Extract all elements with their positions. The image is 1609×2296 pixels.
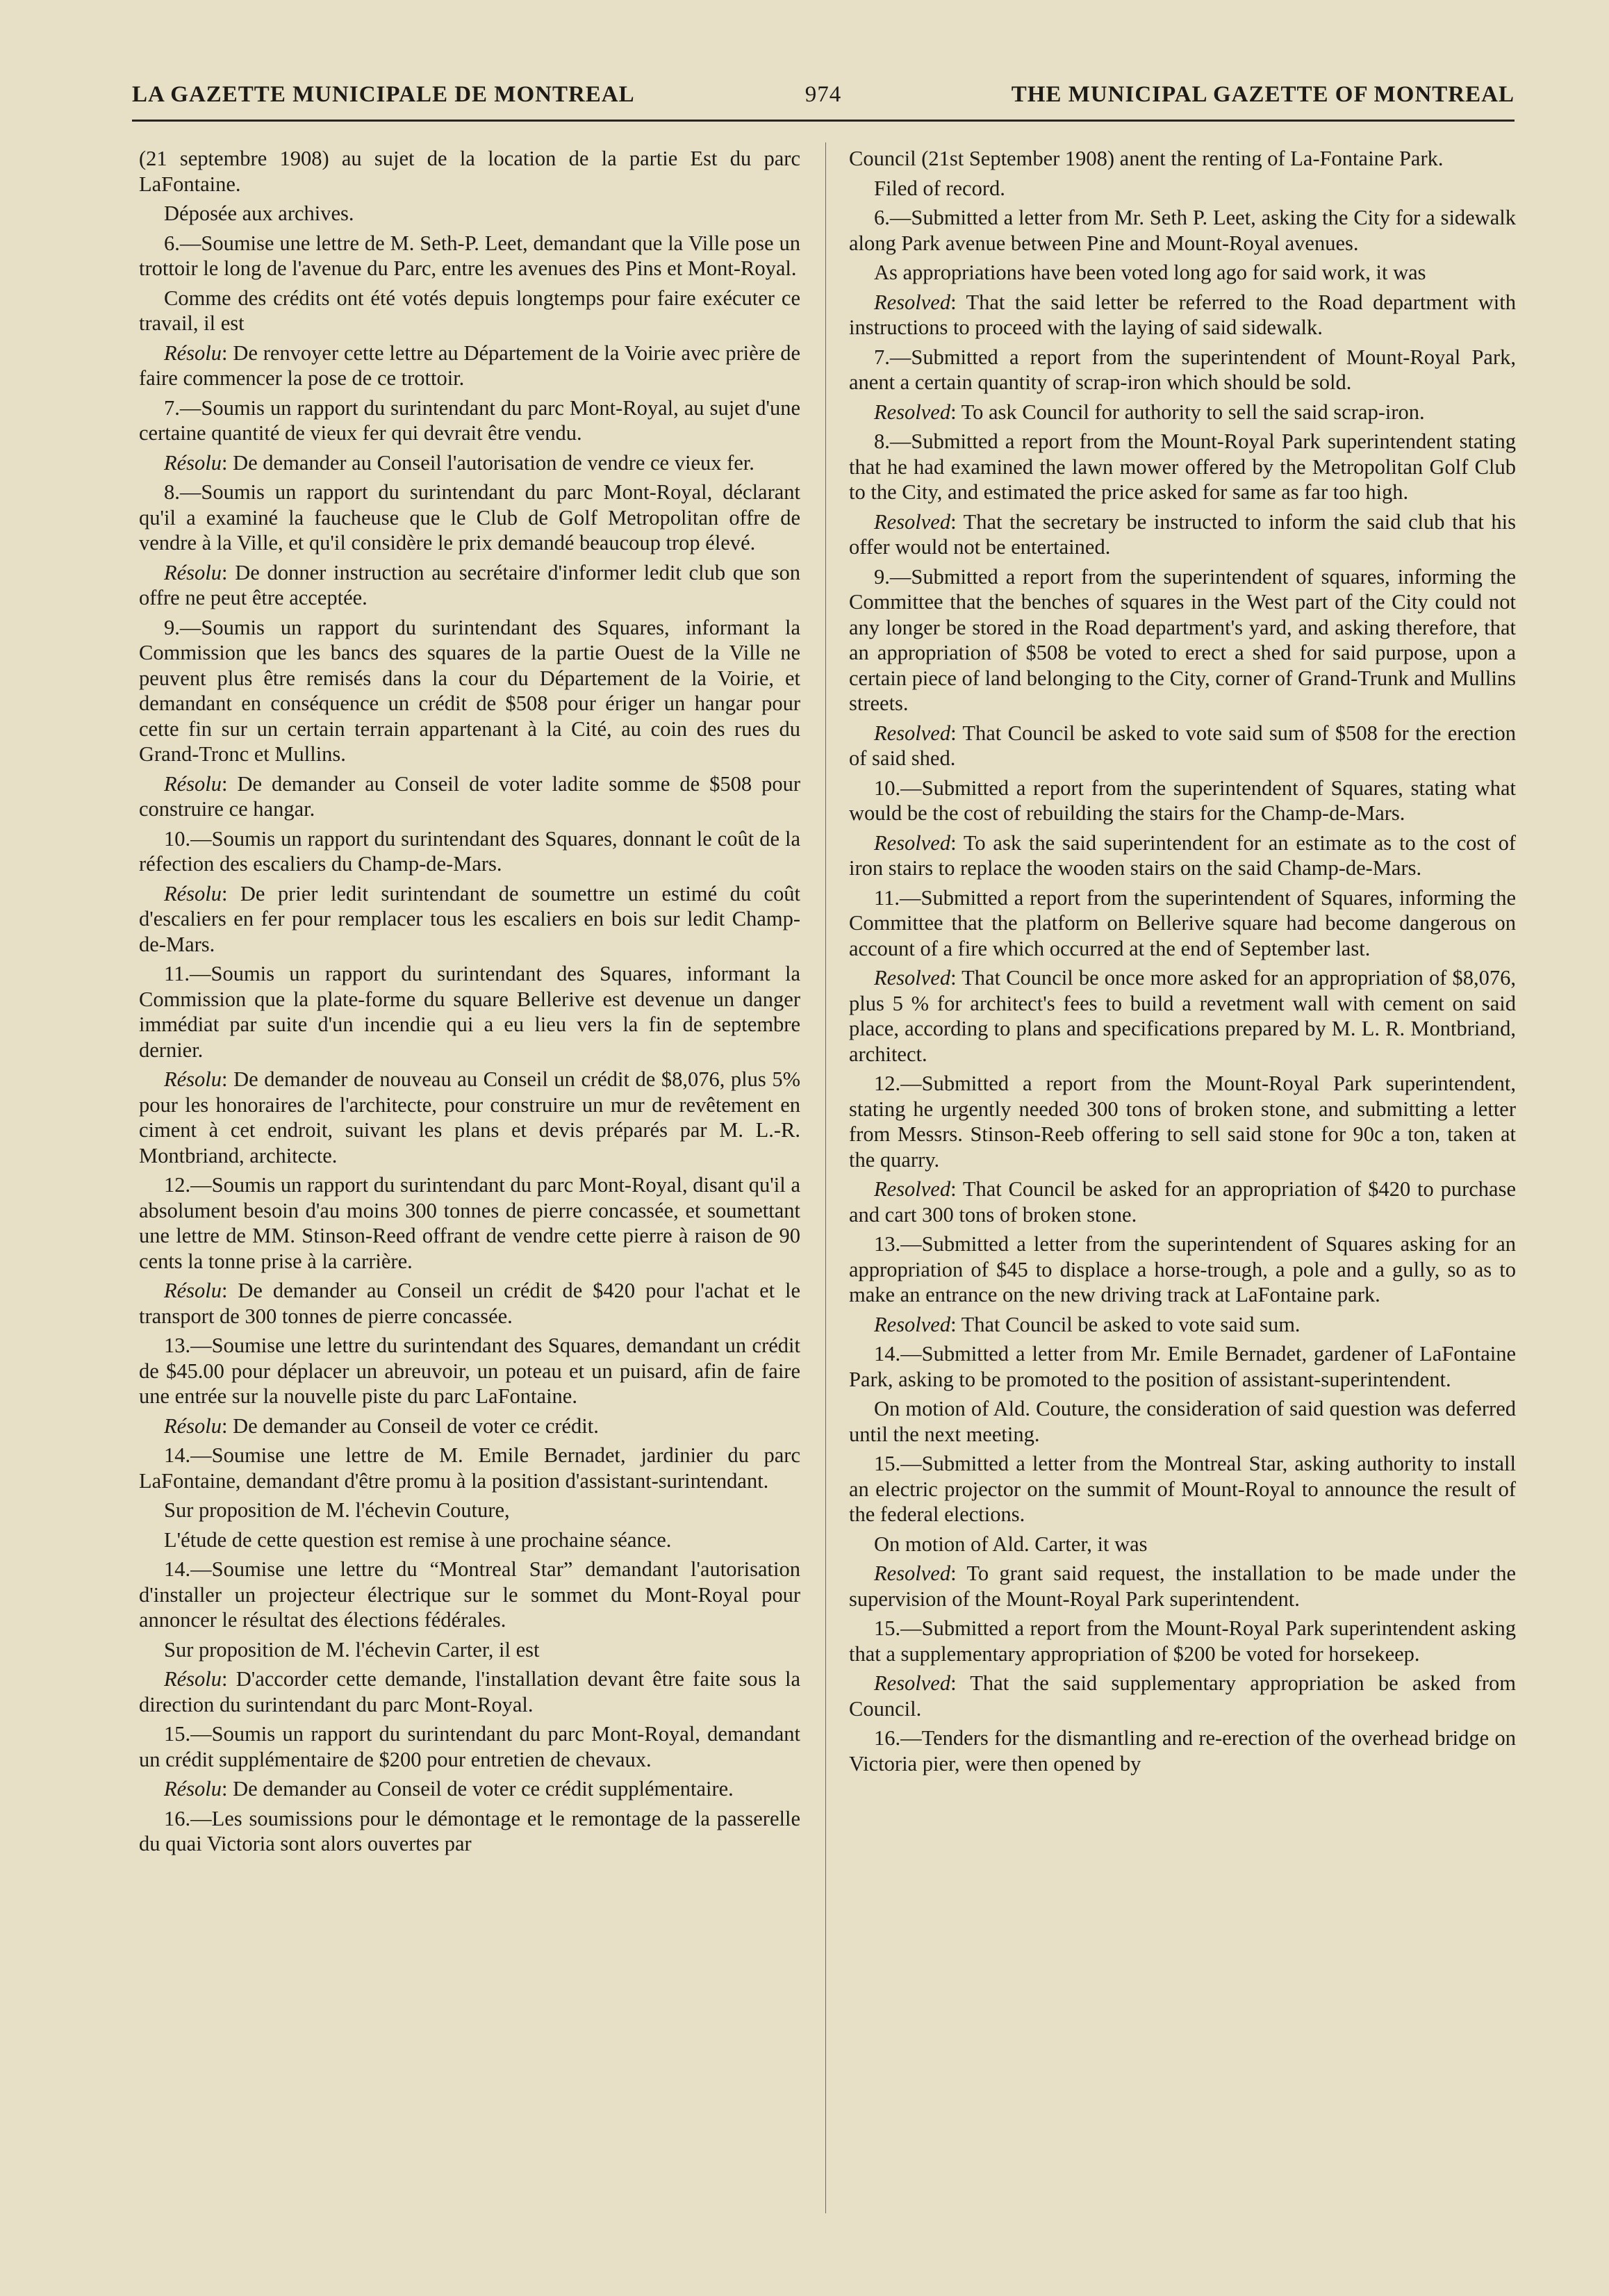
paragraph-text: : That Council be asked to vote said sum.	[950, 1312, 1301, 1336]
paragraph-text: On motion of Ald. Couture, the consideration of said question was deferred until the next meeting.	[849, 1397, 1516, 1446]
english-paragraph	[849, 1616, 1516, 1666]
resolution-label: Résolu	[164, 881, 222, 905]
french-paragraph	[139, 560, 800, 611]
english-paragraph	[849, 1176, 1516, 1227]
paragraph-text: 15.—Soumis un rapport du surintendant du parc Mont-Royal, demandant un crédit supplémentaire de $200 pour entretien de chevaux.	[139, 1722, 800, 1771]
french-paragraph	[139, 961, 800, 1063]
resolution-label: Resolved	[874, 1177, 951, 1201]
paragraph-text: 13.—Soumise une lettre du surintendant des Squares, demandant un crédit de $45.00 pour déplacer un abreuvoir, un poteau et un puisard, afin de faire une entrée sur la nouvelle piste du parc LaFontaine.	[139, 1334, 800, 1408]
paragraph-text: 15.—Submitted a letter from the Montreal Star, asking authority to install an electric projector on the summit of Mount-Royal to announce the result of the federal elections.	[849, 1452, 1516, 1526]
paragraph-text: : De renvoyer cette lettre au Département de la Voirie avec prière de faire commencer la pose de ce trottoir.	[139, 341, 800, 390]
french-paragraph	[139, 1637, 800, 1663]
resolution-label: Résolu	[164, 1777, 222, 1801]
paragraph-text: 10.—Soumis un rapport du surintendant des Squares, donnant le coût de la réfection des escaliers du Champ-de-Mars.	[139, 826, 800, 876]
english-paragraph	[849, 776, 1516, 826]
french-paragraph	[139, 1413, 800, 1439]
paragraph-text: 7.—Submitted a report from the superintendent of Mount-Royal Park, anent a certain quantity of scrap-iron which should be sold.	[849, 345, 1516, 394]
english-paragraph	[849, 830, 1516, 881]
paragraph-text: (21 septembre 1908) au sujet de la location de la partie Est du parc LaFontaine.	[139, 147, 800, 196]
english-paragraph	[849, 176, 1516, 202]
french-paragraph	[139, 1498, 800, 1523]
resolution-label: Resolved	[874, 966, 951, 990]
french-column	[139, 146, 800, 1861]
paragraph-text: : D'accorder cette demande, l'installation devant être faite sous la direction du surintendant du parc Mont-Royal.	[139, 1667, 800, 1716]
paragraph-text: : That the said letter be referred to the Road department with instructions to proceed with the laying of said sidewalk.	[849, 290, 1516, 339]
english-paragraph	[849, 146, 1516, 172]
english-paragraph	[849, 345, 1516, 395]
french-paragraph	[139, 1333, 800, 1409]
english-paragraph	[849, 1671, 1516, 1721]
french-paragraph	[139, 1721, 800, 1772]
paragraph-text: 8.—Submitted a report from the Mount-Royal Park superintendent stating that he had examined the lawn mower offered by the Metropolitan Golf Club to the City, and estimated the price asked for same as far too high.	[849, 429, 1516, 504]
english-paragraph	[849, 290, 1516, 341]
french-paragraph	[139, 231, 800, 281]
resolution-label: Resolved	[874, 290, 951, 314]
english-paragraph	[849, 260, 1516, 286]
header-rule	[132, 120, 1515, 122]
resolution-label: Résolu	[164, 1067, 222, 1091]
paragraph-text: 12.—Soumis un rapport du surintendant du parc Mont-Royal, disant qu'il a absolument besoin d'au moins 300 tonnes de pierre concassée, et soumettant une lettre de MM. Stinson-Reed offrant de vendre cette pierre à raison de 90 cents la tonne prise à la carrière.	[139, 1173, 800, 1273]
paragraph-text: L'étude de cette question est remise à une prochaine séance.	[164, 1527, 672, 1552]
english-paragraph	[849, 509, 1516, 560]
resolution-label: Résolu	[164, 341, 222, 365]
paragraph-text: : De demander de nouveau au Conseil un crédit de $8,076, plus 5% pour les honoraires de l'architecte, pour construire un mur de revêtement en ciment à cet endroit, suivant les plans et devis préparés par M. L.-R. Montbriand, architecte.	[139, 1067, 800, 1167]
paragraph-text: : To ask the said superintendent for an estimate as to the cost of iron stairs to replace the wooden stairs on the said Champ-de-Mars.	[849, 830, 1516, 880]
paragraph-text: : That the said supplementary appropriation be asked from Council.	[849, 1671, 1516, 1721]
paragraph-text: : De demander au Conseil de voter ce crédit supplémentaire.	[222, 1777, 734, 1801]
french-paragraph	[139, 450, 800, 476]
paragraph-text: : De prier ledit surintendant de soumettre un estimé du coût d'escaliers en fer pour remplacer tous les escaliers en bois sur ledit Champ-de-Mars.	[139, 881, 800, 956]
paragraph-text: 14.—Soumise une lettre du “Montreal Star” demandant l'autorisation d'installer un projecteur électrique sur le sommet du Mont-Royal pour annoncer le résultat des élections fédérales.	[139, 1557, 800, 1632]
resolution-label: Resolved	[874, 1561, 951, 1585]
paragraph-text: 9.—Submitted a report from the superintendent of squares, informing the Committee that the benches of squares in the West part of the City could not any longer be stored in the Road department's yard, and asking therefore, that an appropriation of $508 be voted to erect a shed for said purpose, upon a certain piece of land belonging to the City, corner of Grand-Trunk and Mullins streets.	[849, 564, 1516, 715]
english-paragraph	[849, 429, 1516, 505]
english-paragraph	[849, 1396, 1516, 1447]
header-english-title: THE MUNICIPAL GAZETTE OF MONTREAL	[1011, 82, 1515, 107]
french-paragraph	[139, 395, 800, 446]
french-paragraph	[139, 286, 800, 336]
french-paragraph	[139, 1278, 800, 1329]
english-paragraph	[849, 721, 1516, 771]
paragraph-text: Council (21st September 1908) anent the renting of La-Fontaine Park.	[849, 147, 1444, 170]
paragraph-text: 16.—Tenders for the dismantling and re-erection of the overhead bridge on Victoria pier, were then opened by	[849, 1726, 1516, 1776]
english-paragraph	[849, 1532, 1516, 1557]
paragraph-text: Comme des crédits ont été votés depuis longtemps pour faire exécuter ce travail, il est	[139, 286, 800, 335]
page-header	[132, 82, 1515, 121]
french-paragraph	[139, 881, 800, 958]
resolution-label: Résolu	[164, 771, 222, 796]
french-paragraph	[139, 479, 800, 556]
paragraph-text: : De demander au Conseil l'autorisation de vendre ce vieux fer.	[222, 450, 754, 475]
english-paragraph	[849, 1312, 1516, 1338]
paragraph-text: 6.—Soumise une lettre de M. Seth-P. Leet, demandant que la Ville pose un trottoir le long de l'avenue du Parc, entre les avenues des Pins et Mont-Royal.	[139, 231, 800, 280]
resolution-label: Résolu	[164, 1279, 222, 1302]
french-paragraph	[139, 1776, 800, 1802]
french-paragraph	[139, 1443, 800, 1493]
english-paragraph	[849, 1071, 1516, 1172]
english-paragraph	[849, 1725, 1516, 1776]
paragraph-text: 10.—Submitted a report from the superintendent of Squares, stating what would be the cost of rebuilding the stairs for the Champ-de-Mars.	[849, 776, 1516, 825]
paragraph-text: 6.—Submitted a letter from Mr. Seth P. Leet, asking the City for a sidewalk along Park avenue between Pine and Mount-Royal avenues.	[849, 206, 1516, 255]
french-paragraph	[139, 146, 800, 197]
french-paragraph	[139, 1067, 800, 1168]
paragraph-text: : De demander au Conseil un crédit de $420 pour l'achat et le transport de 300 tonnes de pierre concassée.	[139, 1279, 800, 1328]
english-paragraph	[849, 1451, 1516, 1527]
english-paragraph	[849, 564, 1516, 716]
resolution-label: Résolu	[164, 1667, 222, 1691]
paragraph-text: : That Council be asked for an appropriation of $420 to purchase and cart 300 tons of broken stone.	[849, 1177, 1516, 1227]
paragraph-text: 11.—Submitted a report from the superintendent of Squares, informing the Committee that the platform on Bellerive square had become dangerous on account of a fire which occurred at the end of September last.	[849, 885, 1516, 960]
french-paragraph	[139, 1557, 800, 1633]
resolution-label: Resolved	[874, 400, 951, 424]
resolution-label: Résolu	[164, 560, 222, 584]
paragraph-text: Déposée aux archives.	[164, 202, 354, 225]
english-paragraph	[849, 885, 1516, 962]
french-paragraph	[139, 1806, 800, 1857]
paragraph-text: 14.—Soumise une lettre de M. Emile Bernadet, jardinier du parc LaFontaine, demandant d'être promu à la position d'assistant-surintendant.	[139, 1443, 800, 1493]
paragraph-text: Sur proposition de M. l'échevin Carter, il est	[164, 1637, 540, 1662]
english-paragraph	[849, 1231, 1516, 1308]
paragraph-text: 7.—Soumis un rapport du surintendant du parc Mont-Royal, au sujet d'une certaine quantité de vieux fer qui devrait être vendu.	[139, 395, 800, 445]
french-paragraph	[139, 615, 800, 767]
paragraph-text: : That Council be once more asked for an appropriation of $8,076, plus 5 % for architect's fees to build a revetment wall with cement on said place, according to plans and specifications prepared by M. L. R. Montbriand, architect.	[849, 966, 1516, 1066]
paragraph-text: 13.—Submitted a letter from the superintendent of Squares asking for an appropriation of $45 to displace a horse-trough, a pole and a gully, so as to make an entrance on the new driving track at LaFontaine park.	[849, 1232, 1516, 1306]
paragraph-text: : De donner instruction au secrétaire d'informer ledit club que son offre ne peut être acceptée.	[139, 560, 800, 609]
resolution-label: Resolved	[874, 1312, 951, 1336]
english-paragraph	[849, 1561, 1516, 1612]
column-divider	[825, 142, 826, 2213]
page-number: 974	[804, 82, 842, 107]
resolution-label: Resolved	[874, 830, 951, 855]
french-paragraph	[139, 1666, 800, 1717]
paragraph-text: As appropriations have been voted long ago for said work, it was	[874, 261, 1426, 284]
french-paragraph	[139, 826, 800, 877]
paragraph-text: : That Council be asked to vote said sum of $508 for the erection of said shed.	[849, 721, 1516, 770]
french-paragraph	[139, 771, 800, 822]
french-paragraph	[139, 1527, 800, 1553]
header-french-title: LA GAZETTE MUNICIPALE DE MONTREAL	[132, 82, 635, 107]
paragraph-text: 11.—Soumis un rapport du surintendant des Squares, informant la Commission que la plate-forme du square Bellerive est devenue un danger immédiat par suite d'un incendie qui a eu lieu vers la fin de septembre dernier.	[139, 962, 800, 1062]
paragraph-text: 16.—Les soumissions pour le démontage et le remontage de la passerelle du quai Victoria sont alors ouvertes par	[139, 1806, 800, 1855]
resolution-label: Resolved	[874, 721, 951, 745]
english-paragraph	[849, 205, 1516, 256]
english-paragraph	[849, 965, 1516, 1067]
english-column	[849, 146, 1516, 1780]
paragraph-text: 14.—Submitted a letter from Mr. Emile Bernadet, gardener of LaFontaine Park, asking to be promoted to the position of assistant-superintendent.	[849, 1342, 1516, 1391]
paragraph-text: : De demander au Conseil de voter ladite somme de $508 pour construire ce hangar.	[139, 771, 800, 821]
paragraph-text: 12.—Submitted a report from the Mount-Royal Park superintendent, stating he urgently needed 300 tons of broken stone, and submitting a letter from Messrs. Stinson-Reeb offering to sell said stone for 90c a ton, taken at the quarry.	[849, 1072, 1516, 1172]
paragraph-text: : De demander au Conseil de voter ce crédit.	[222, 1413, 599, 1438]
resolution-label: Résolu	[164, 450, 222, 475]
resolution-label: Resolved	[874, 1671, 951, 1695]
french-paragraph	[139, 341, 800, 391]
english-paragraph	[849, 400, 1516, 425]
paragraph-text: On motion of Ald. Carter, it was	[874, 1532, 1148, 1556]
paragraph-text: 15.—Submitted a report from the Mount-Royal Park superintendent asking that a supplementary appropriation of $200 be voted for horsekeep.	[849, 1616, 1516, 1666]
paragraph-text: Filed of record.	[874, 176, 1005, 200]
paragraph-text: : That the secretary be instructed to inform the said club that his offer would not be entertained.	[849, 509, 1516, 559]
resolution-label: Resolved	[874, 509, 951, 534]
english-paragraph	[849, 1341, 1516, 1392]
french-paragraph	[139, 201, 800, 227]
paragraph-text: : To ask Council for authority to sell the said scrap-iron.	[950, 400, 1425, 424]
paragraph-text: 8.—Soumis un rapport du surintendant du parc Mont-Royal, déclarant qu'il a examiné la faucheuse que le Club de Golf Metropolitan offre de vendre à la Ville, et qu'il considère le prix demandé beaucoup trop élevé.	[139, 480, 800, 555]
paragraph-text: : To grant said request, the installation to be made under the supervision of the Mount-Royal Park superintendent.	[849, 1561, 1516, 1611]
paragraph-text: Sur proposition de M. l'échevin Couture,	[164, 1498, 510, 1522]
paragraph-text: 9.—Soumis un rapport du surintendant des Squares, informant la Commission que les bancs des squares de la partie Ouest de la Ville ne peuvent plus être remisés dans la cour du Département de la Voirie, et demandant en conséquence un crédit de $508 pour ériger un hangar pour cette fin sur un certain terrain appartenant à la Cité, au coin des rues du Grand-Tronc et Mullins.	[139, 615, 800, 766]
french-paragraph	[139, 1172, 800, 1274]
resolution-label: Résolu	[164, 1413, 222, 1438]
